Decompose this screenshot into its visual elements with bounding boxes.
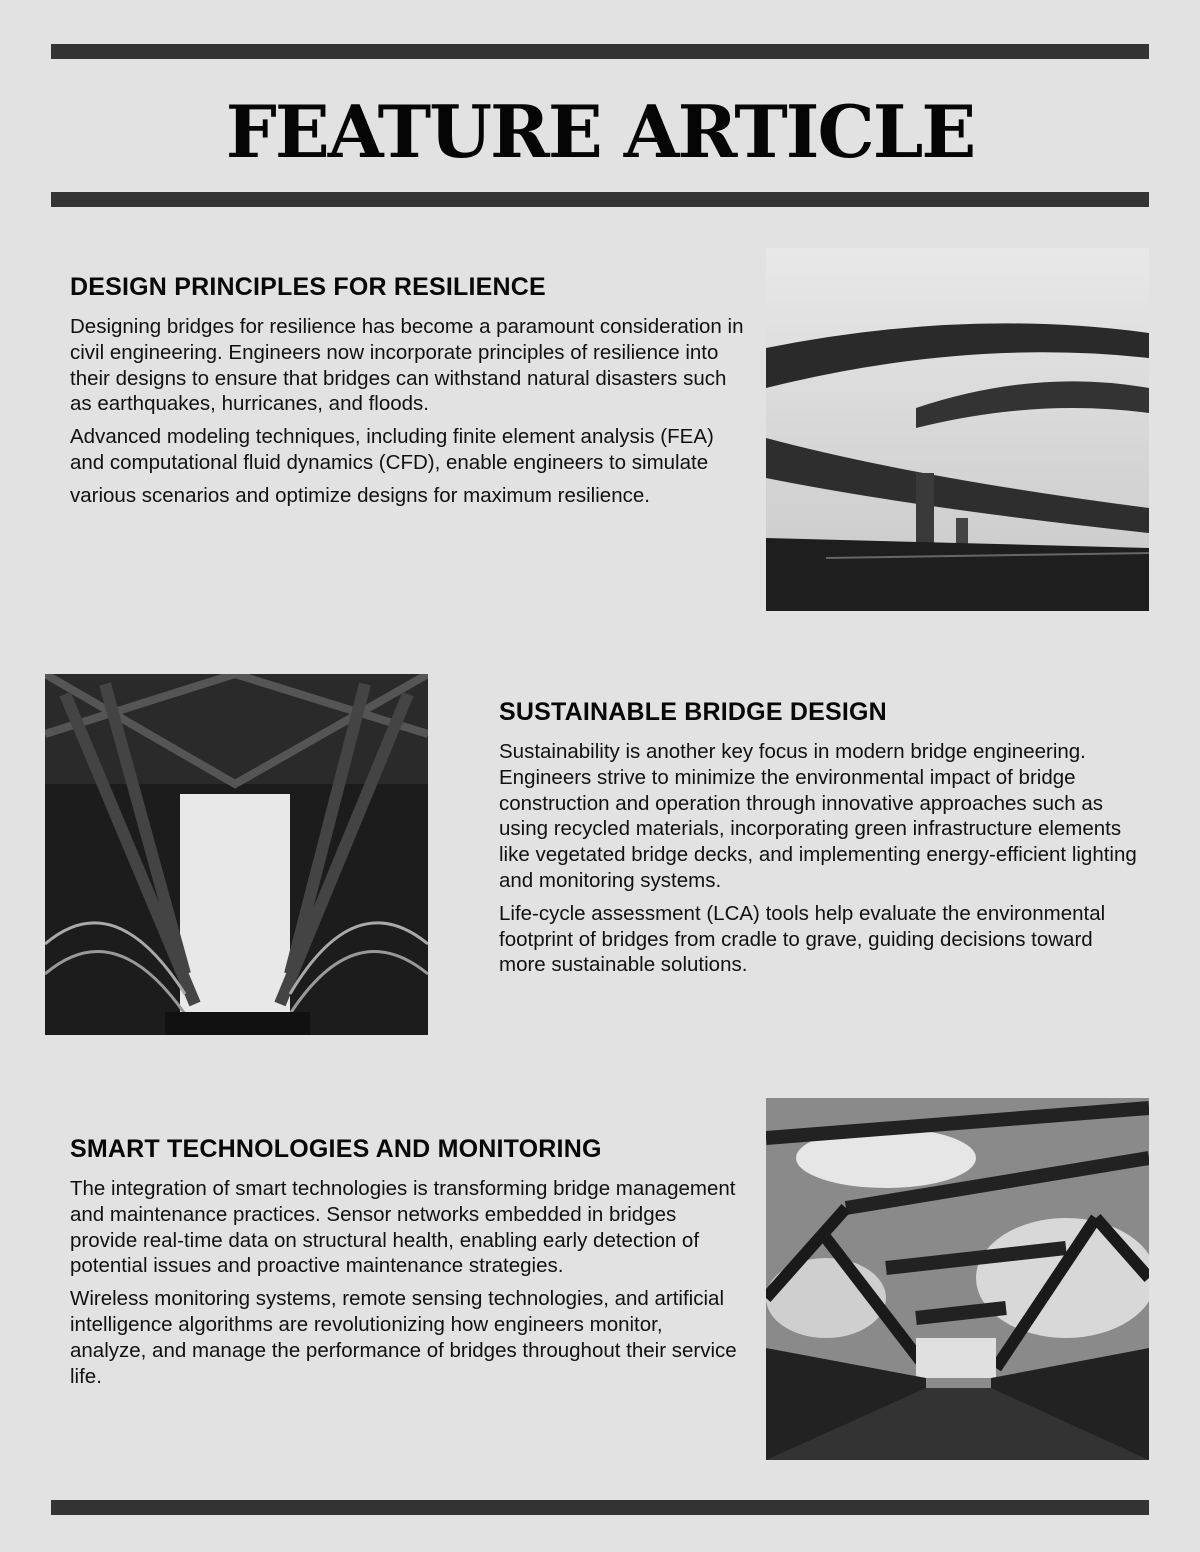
paragraph: Designing bridges for resilience has become a paramount consideration in civil engineering. Engineers now incorporate principles of resilience into their designs to ensure that bridges can withstand natural disasters such as earthquakes, hurricanes, and floods. <box>70 315 744 416</box>
page-title: FEATURE ARTICLE <box>225 89 975 174</box>
section-smart-tech <box>70 1134 740 1396</box>
section-resilience <box>70 272 750 516</box>
paragraph: Advanced modeling techniques, including finite element analysis (FEA) and computational fluid dynamics (CFD), enable engineers to simulate <box>70 425 714 474</box>
section-sustainable <box>499 697 1144 985</box>
top-rule <box>51 44 1149 59</box>
section-heading: DESIGN PRINCIPLES FOR RESILIENCE <box>70 273 546 301</box>
paragraph: Life-cycle assessment (LCA) tools help evaluate the environmental footprint of bridges from cradle to grave, guiding decisions toward more sustainable solutions. <box>499 901 1106 977</box>
highway-overpass-photo <box>766 248 1149 611</box>
paragraph: Wireless monitoring systems, remote sensing technologies, and artificial intelligence algorithms are revolutionizing how engineers monitor, analyze, and manage the performance of bridges throughout their service life. <box>70 1287 737 1388</box>
truss-bridge-photo <box>766 1098 1149 1460</box>
title-rule <box>51 192 1149 207</box>
bottom-rule <box>51 1500 1149 1515</box>
paragraph: The integration of smart technologies is transforming bridge management and maintenance practices. Sensor networks embedded in bridges provide real-time data on structural health, enabling early detection of potential issues and proactive maintenance strategies. <box>70 1177 736 1278</box>
paragraph: Sustainability is another key focus in modern bridge engineering. Engineers strive to minimize the environmental impact of bridge construction and operation through innovative approaches such as using recycled materials, incorporating green infrastructure elements like vegetated bridge decks, and implementing energy-efficient lighting and monitoring systems. <box>499 740 1137 892</box>
steel-footbridge-photo <box>45 674 428 1035</box>
section-heading: SMART TECHNOLOGIES AND MONITORING <box>70 1135 602 1163</box>
paragraph: various scenarios and optimize designs for maximum resilience. <box>70 483 650 507</box>
section-heading: SUSTAINABLE BRIDGE DESIGN <box>499 698 887 726</box>
